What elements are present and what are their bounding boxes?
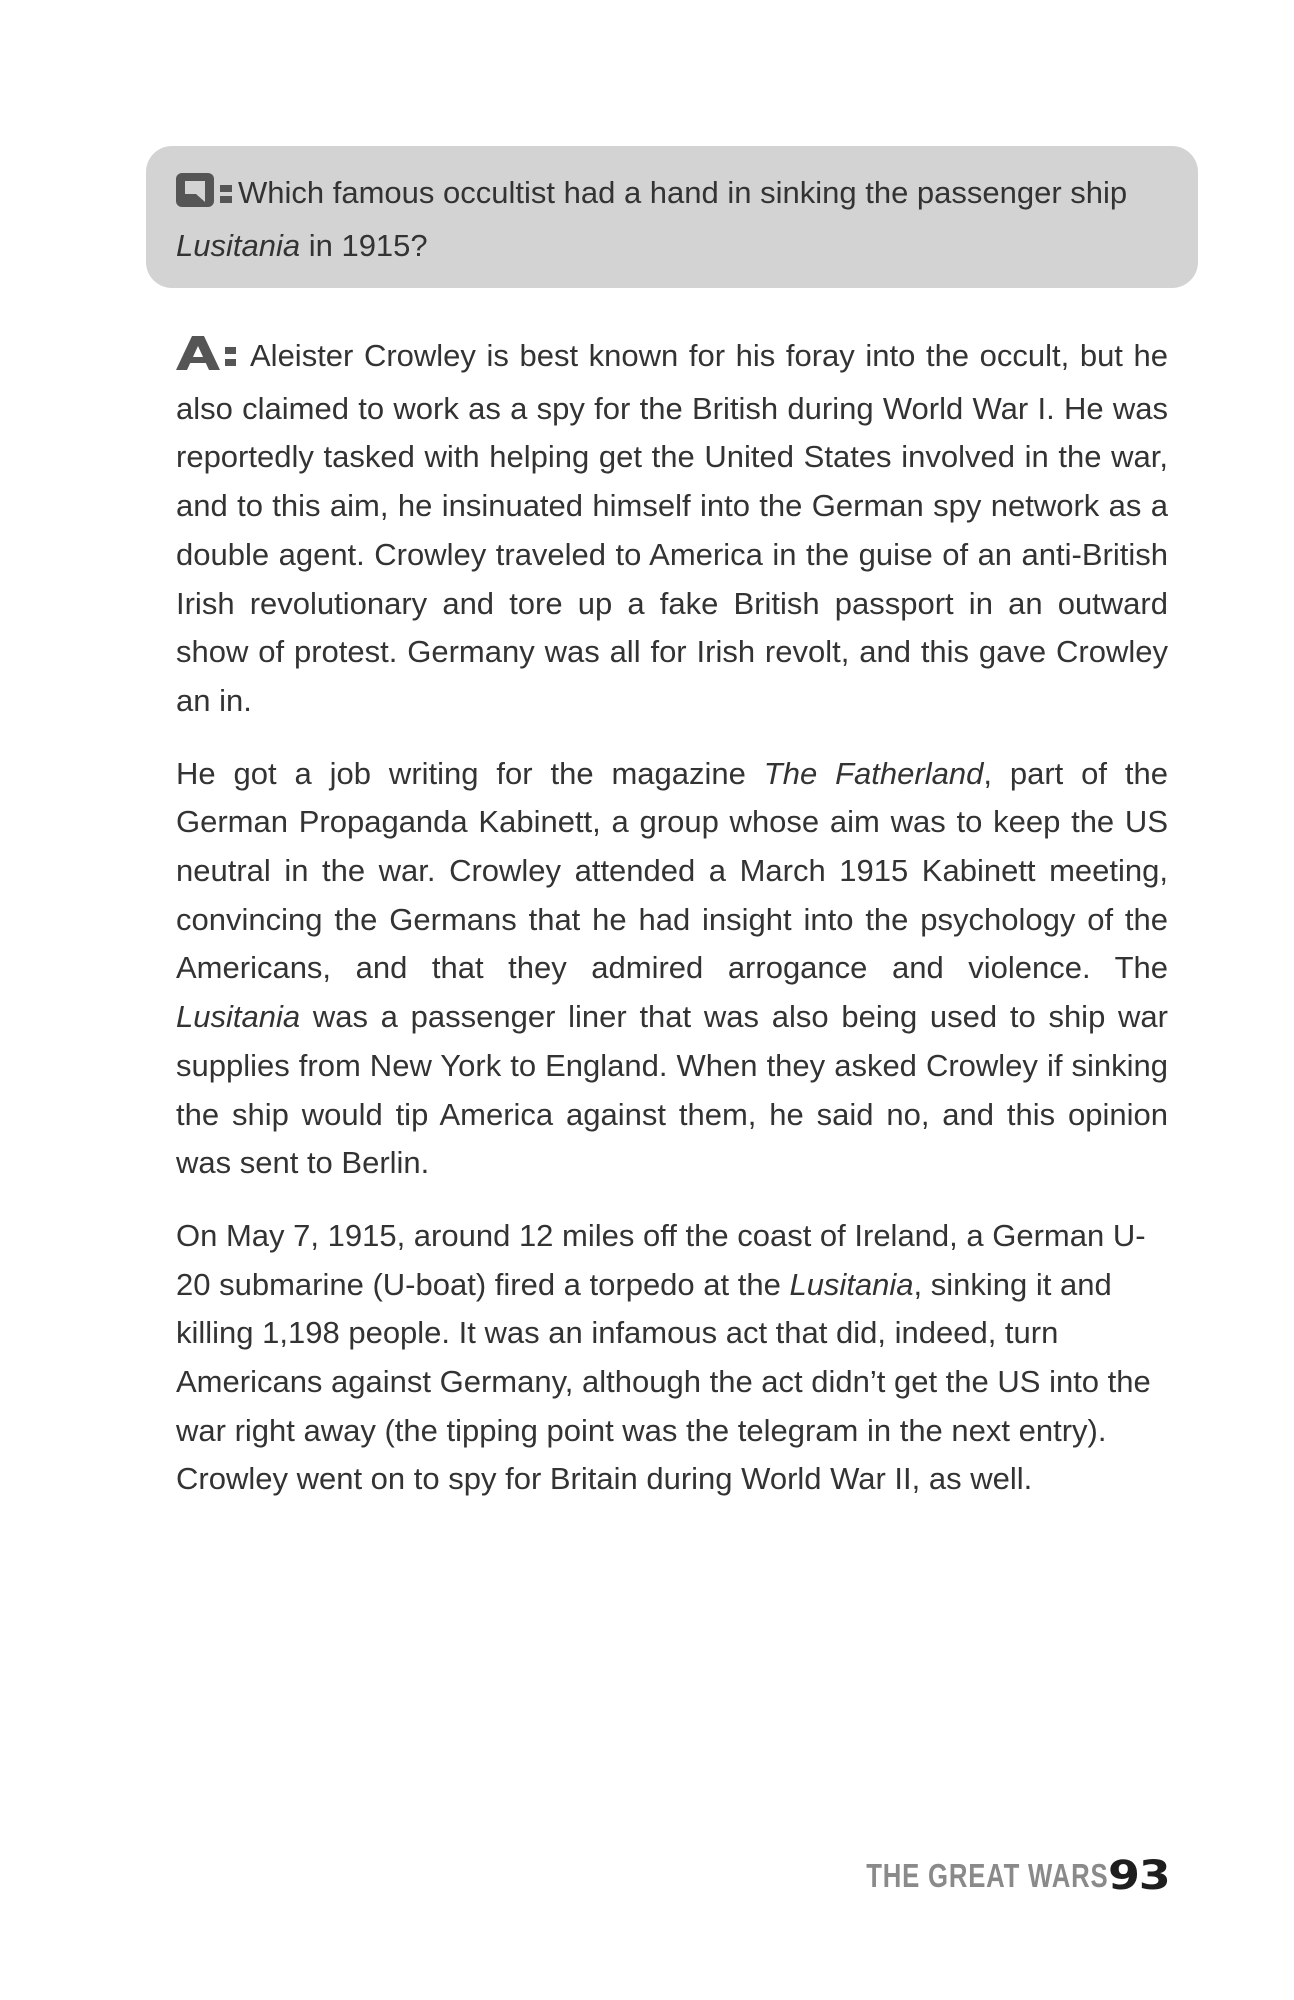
q-label-icon xyxy=(176,172,234,221)
answer-paragraph-1-text: Aleister Crowley is best known for his foray into the occult, but he also claimed to work as a spy for the British during World War I. He was reportedly tasked with helping get the United States involved in the war, and to this aim, he insinuated himself into the German spy network as a double agent. Crowley traveled to America in the guise of an anti-British Irish revolutionary and tore up a fake British passport in an outward show of protest. Germany was all for Irish revolt, and this gave Crowley an in. xyxy=(176,338,1168,718)
ship-name: Lusitania xyxy=(789,1266,914,1302)
answer-paragraph-2 xyxy=(176,750,1168,1188)
question-text-part1: Which famous occultist had a hand in sinking the passenger ship xyxy=(238,175,1128,210)
section-title: THE GREAT WARS xyxy=(866,1857,1109,1894)
question-box xyxy=(146,146,1198,288)
question-text xyxy=(176,168,1168,270)
answer-paragraph-3-text-b: , sinking it and killing 1,198 people. It was an infamous act that did, indeed, turn Americans against Germany, although the act didn’t get the US into the war right away (the tipping point was the telegram in the next entry). Crowley went on to spy for Britain during World War II, as well. xyxy=(176,1266,1151,1497)
question-ship-name: Lusitania xyxy=(176,228,301,263)
question-text-part2: in 1915? xyxy=(300,228,428,263)
page-number: 93 xyxy=(1108,1853,1170,1899)
a-label-icon xyxy=(176,336,236,385)
ship-name: Lusitania xyxy=(176,999,301,1035)
magazine-title: The Fatherland xyxy=(763,755,984,791)
answer-paragraph-2-text-a: He got a job writing for the magazine xyxy=(176,755,764,791)
answer-paragraph-2-text-c: was a passenger liner that was also being used to ship war supplies from New York to England. When they asked Crowley if sinking the ship would tip America against them, he said no, and this opinion was sent to Berlin. xyxy=(176,999,1168,1181)
answer-paragraph-2-text-b: , part of the German Propaganda Kabinett, a group whose aim was to keep the US neutral in the war. Crowley attended a March 1915 Kabinett meeting, convincing the Germans that he had insight into the psychology of the Americans, and that they admired arrogance and violence. The xyxy=(176,755,1169,986)
answer-paragraph-3 xyxy=(176,1212,1168,1504)
answer-paragraph-3-text-a: On May 7, 1915, around 12 miles off the coast of Ireland, a German U-20 submarine (U-boat) fired a torpedo at the xyxy=(176,1217,1146,1302)
answer-paragraph-1 xyxy=(176,332,1168,726)
page-footer xyxy=(798,1848,1170,1904)
answer-section xyxy=(176,332,1168,1528)
